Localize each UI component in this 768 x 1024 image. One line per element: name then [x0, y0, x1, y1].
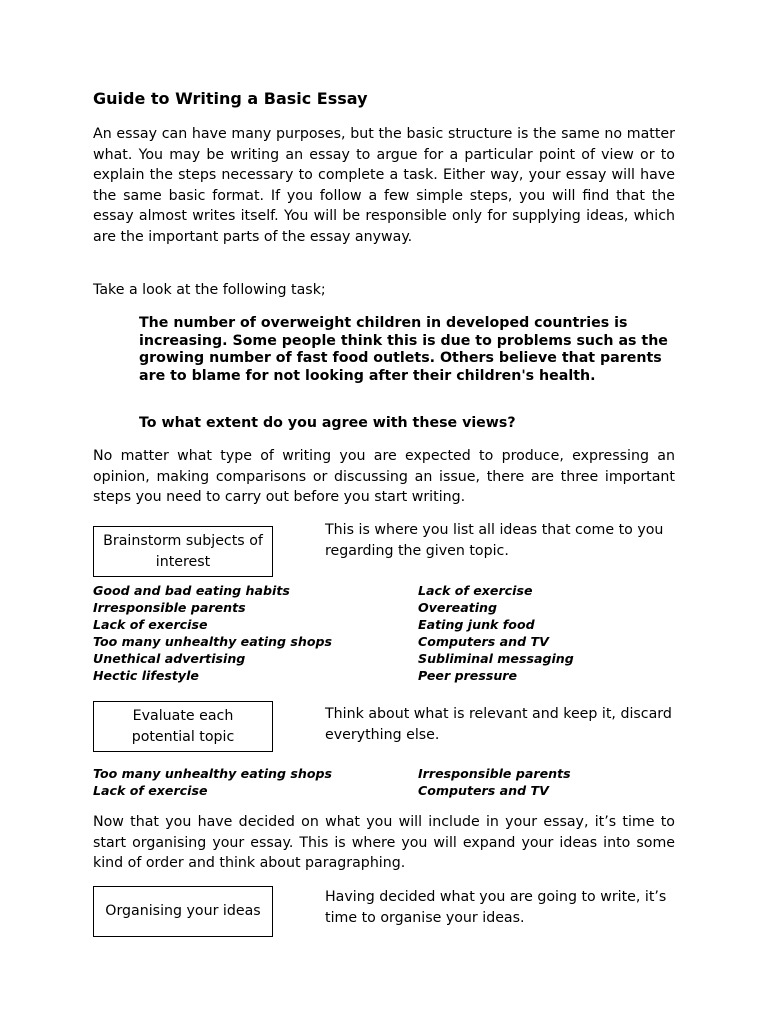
list-item: Lack of exercise: [93, 783, 208, 798]
task-question: To what extent do you agree with these views?: [139, 415, 516, 431]
organise-description: Having decided what you are going to write, it’s time to organise your ideas.: [325, 889, 667, 926]
evaluate-list-left: [93, 765, 332, 799]
list-item: Subliminal messaging: [418, 651, 574, 666]
list-item: Eating junk food: [418, 617, 535, 632]
brainstorm-box: [93, 526, 273, 577]
list-item: Hectic lifestyle: [93, 668, 199, 683]
brainstorm-box-label: Brainstorm subjects of interest: [103, 533, 263, 570]
steps-intro-paragraph: No matter what type of writing you are expected to produce, expressing an opinion, making comparisons or discussing an issue, there are three important steps you need to carry out before you start writing.: [93, 448, 675, 505]
organising-intro-paragraph: Now that you have decided on what you will include in your essay, it’s time to start organising your essay. This is where you will expand your ideas into some kind of order and think about paragraphing.: [93, 814, 675, 871]
organise-box: [93, 886, 273, 937]
task-intro: Take a look at the following task;: [93, 282, 326, 298]
evaluate-box: [93, 701, 273, 752]
evaluate-list-right: [418, 765, 571, 799]
list-item: Lack of exercise: [93, 617, 208, 632]
evaluate-box-label: Evaluate each potential topic: [131, 708, 235, 745]
list-item: Irresponsible parents: [418, 766, 571, 781]
intro-paragraph: An essay can have many purposes, but the basic structure is the same no matter what. You may be writing an essay to argue for a particular point of view or to explain the steps necessary to complete a task. Either way, your essay will have the same basic format. If you follow a few simple steps, you will find that the essay almost writes itself. You will be responsible only for supplying ideas, which are the important parts of the essay anyway.: [93, 126, 675, 245]
document-title: Guide to Writing a Basic Essay: [93, 89, 368, 108]
task-statement: The number of overweight children in developed countries is increasing. Some people think this is due to problems such as the growing number of fast food outlets. Others believe that parents are to blame for not looking after their children's health.: [139, 315, 668, 384]
list-item: Irresponsible parents: [93, 600, 246, 615]
list-item: Good and bad eating habits: [93, 583, 290, 598]
list-item: Unethical advertising: [93, 651, 246, 666]
list-item: Too many unhealthy eating shops: [93, 634, 333, 649]
list-item: Computers and TV: [418, 783, 549, 798]
document-page: [93, 0, 675, 1024]
list-item: Peer pressure: [418, 668, 518, 683]
list-item: Too many unhealthy eating shops: [93, 766, 333, 781]
organise-box-label: Organising your ideas: [105, 903, 261, 920]
brainstorm-list-left: [93, 582, 332, 684]
brainstorm-description: This is where you list all ideas that come to you regarding the given topic.: [325, 522, 664, 559]
evaluate-description: Think about what is relevant and keep it, discard everything else.: [325, 706, 672, 743]
brainstorm-list-right: [418, 582, 574, 684]
list-item: Overeating: [418, 600, 498, 615]
list-item: Lack of exercise: [418, 583, 533, 598]
list-item: Computers and TV: [418, 634, 549, 649]
